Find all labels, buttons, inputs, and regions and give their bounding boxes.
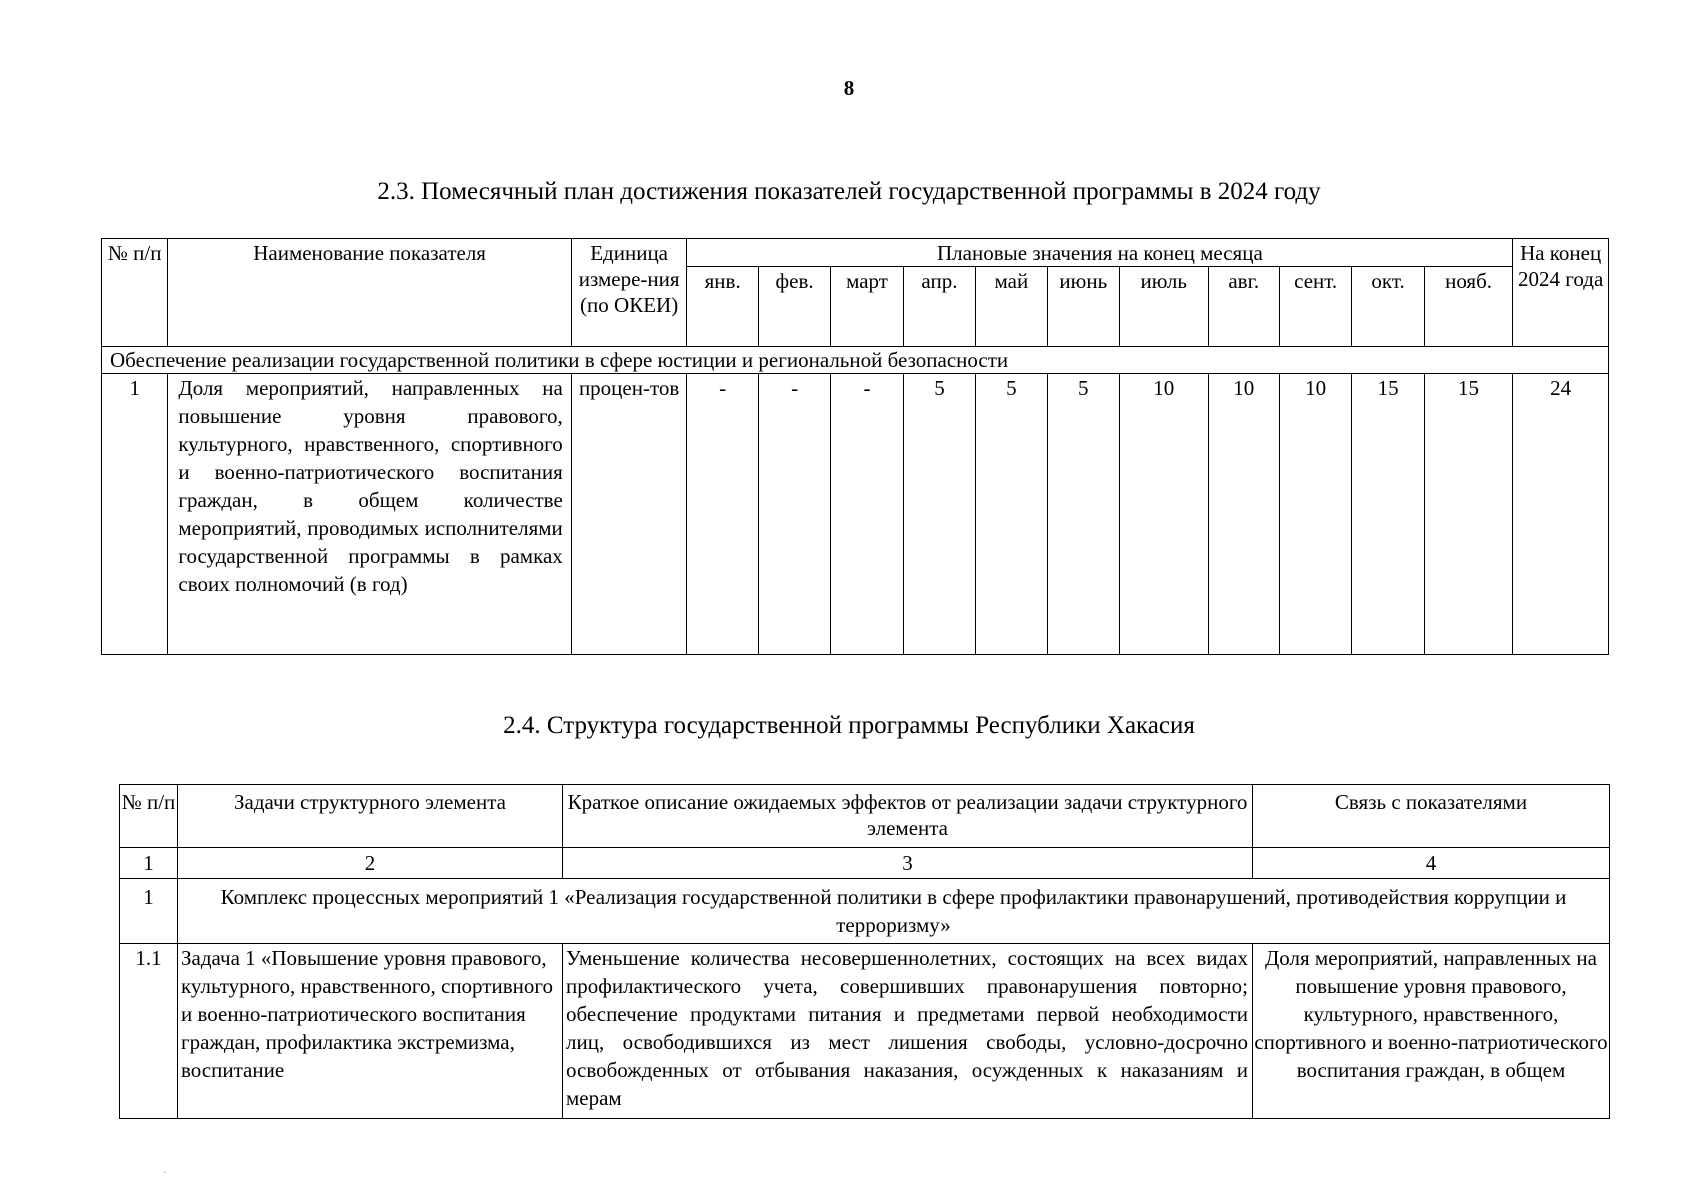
row-num: 1	[102, 374, 168, 655]
header-unit: Единица измере-ния (по ОКЕИ)	[571, 239, 687, 347]
expected-effects: Уменьшение количества несовершеннолетних, состоящих на всех видах профилактического учета, совершивших правонарушения повторно; обеспечение продуктами питания и предметами первой необходимости лиц, освободившихся из мест лишения свободы, условно-досрочно освобожденных от отбывания наказания, осужденных к наказаниям и мерам	[563, 944, 1253, 1119]
monthly-plan-table	[101, 238, 1609, 655]
complex-title: Комплекс процессных мероприятий 1 «Реализация государственной политики в сфере профилактики правонарушений, противодействия коррупции и терроризму»	[178, 879, 1610, 944]
header-num: № п/п	[102, 239, 168, 347]
month-value: 5	[1047, 374, 1119, 655]
header-end-of-year: На конец 2024 года	[1513, 239, 1609, 347]
month-value: 15	[1352, 374, 1424, 655]
month-value: 5	[903, 374, 975, 655]
table-section-row	[102, 347, 1609, 374]
page-number: 8	[843, 76, 855, 100]
header-month: март	[831, 267, 903, 347]
section-title-monthly-plan: 2.3. Помесячный план достижения показателей государственной программы в 2024 году	[377, 178, 1321, 205]
month-value: 10	[1279, 374, 1351, 655]
column-number: 4	[1253, 848, 1610, 879]
indicator-unit: процен-тов	[571, 374, 687, 655]
column-number: 1	[120, 848, 178, 879]
header-num: № п/п	[120, 785, 178, 848]
column-number: 3	[563, 848, 1253, 879]
task-description: Задача 1 «Повышение уровня правового, культурного, нравственного, спортивного и военно-патриотического воспитания граждан, профилактика экстремизма, воспитание	[178, 944, 563, 1119]
header-month: нояб.	[1424, 267, 1513, 347]
month-value: 10	[1120, 374, 1209, 655]
header-month: июль	[1120, 267, 1209, 347]
row-num: 1.1	[120, 944, 178, 1119]
scan-dot: ·	[163, 1168, 167, 1179]
month-value: -	[687, 374, 758, 655]
header-indicator-name: Наименование показателя	[168, 239, 571, 347]
end-of-year-value: 24	[1513, 374, 1609, 655]
header-tasks: Задачи структурного элемента	[178, 785, 563, 848]
header-month: апр.	[903, 267, 975, 347]
month-value: 10	[1208, 374, 1279, 655]
header-month: июнь	[1047, 267, 1119, 347]
table-row	[120, 944, 1610, 1119]
program-structure-table	[119, 784, 1610, 1119]
header-month: окт.	[1352, 267, 1424, 347]
indicator-link: Доля мероприятий, направленных на повышение уровня правового, культурного, нравственного, спортивного и военно-патриотического воспитания граждан, в общем	[1253, 944, 1610, 1119]
month-value: -	[831, 374, 903, 655]
header-month: май	[976, 267, 1047, 347]
indicator-name: Доля мероприятий, направленных на повышение уровня правового, культурного, нравственного, спортивного и военно-патриотического воспитания граждан, в общем количестве мероприятий, проводимых исполнителями государственной программы в рамках своих полномочий (в год)	[168, 374, 571, 655]
row-num: 1	[120, 879, 178, 944]
header-month: сент.	[1279, 267, 1351, 347]
table-row	[120, 879, 1610, 944]
header-indicator-link: Связь с показателями	[1253, 785, 1610, 848]
column-number-row	[120, 848, 1610, 879]
column-number: 2	[178, 848, 563, 879]
month-value: 15	[1424, 374, 1513, 655]
header-planned-values: Плановые значения на конец месяца	[687, 239, 1513, 267]
header-month: янв.	[687, 267, 758, 347]
header-month: авг.	[1208, 267, 1279, 347]
section-label: Обеспечение реализации государственной политики в сфере юстиции и региональной безопасности	[102, 347, 1609, 374]
month-value: 5	[976, 374, 1047, 655]
header-month: фев.	[758, 267, 830, 347]
month-value: -	[758, 374, 830, 655]
header-effects: Краткое описание ожидаемых эффектов от реализации задачи структурного элемента	[563, 785, 1253, 848]
section-title-program-structure: 2.4. Структура государственной программы Республики Хакасия	[503, 712, 1195, 739]
table-row	[102, 374, 1609, 655]
